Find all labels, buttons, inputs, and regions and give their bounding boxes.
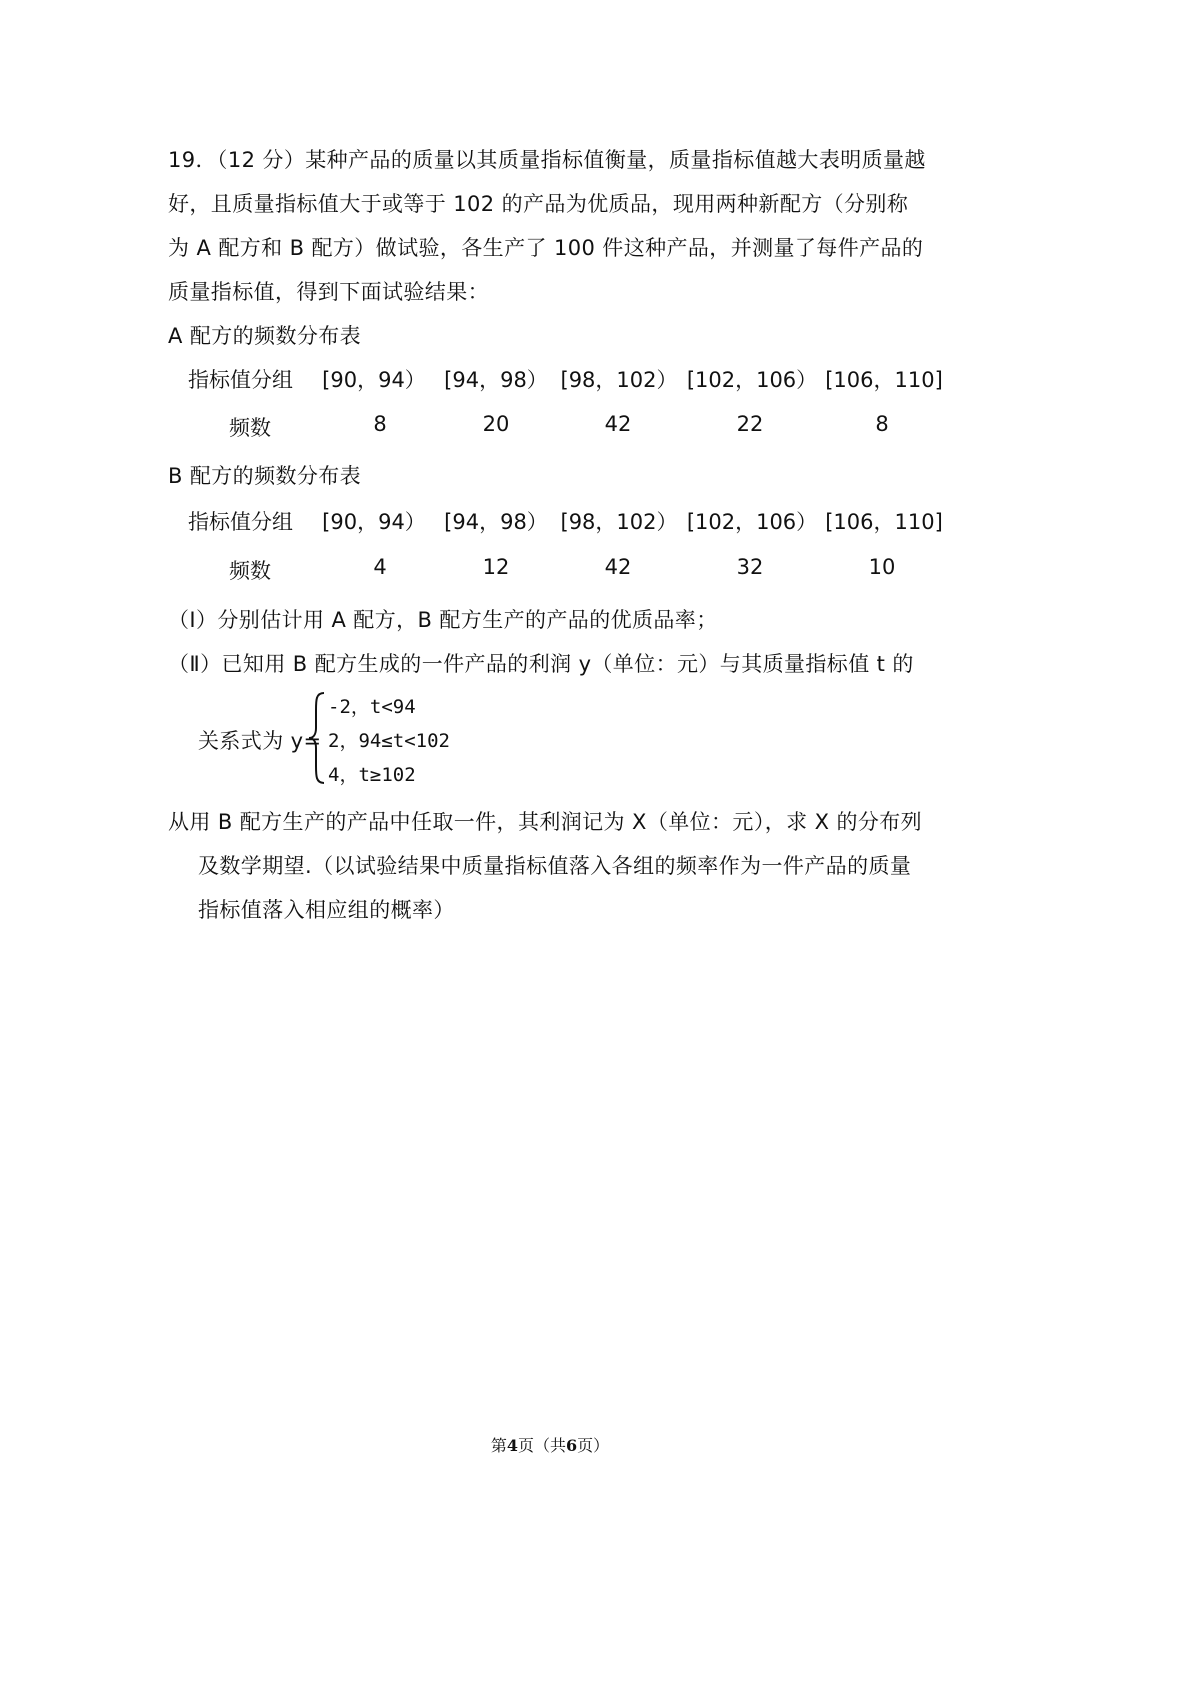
question-line-2: 好，且质量指标值大于或等于 102 的产品为优质品，现用两种新配方（分别称	[168, 192, 909, 216]
table-a-freq-label: 频数	[229, 416, 271, 440]
table-b-freq-1: 4	[373, 555, 387, 579]
table-a-header-row	[0, 364, 1200, 396]
table-b-freq-4: 32	[736, 555, 764, 579]
table-a-freq-row	[0, 412, 1200, 444]
page-footer	[0, 1433, 1100, 1456]
footer-middle: 页（共	[517, 1436, 566, 1455]
piecewise-case-3: 4，t≥102	[328, 764, 416, 786]
table-a-group-2: [94，98）	[444, 368, 548, 392]
table-a-group-5: [106，110]	[825, 368, 943, 392]
table-a-group-4: [102，106）	[686, 368, 818, 392]
piecewise-case-2: 2，94≤t<102	[328, 730, 450, 752]
table-b-freq-3: 42	[604, 555, 632, 579]
table-b-group-5: [106，110]	[825, 510, 943, 534]
table-b-group-3: [98，102）	[560, 510, 678, 534]
table-a-group-3: [98，102）	[560, 368, 678, 392]
part-2-line-1: （Ⅱ）已知用 B 配方生成的一件产品的利润 y（单位：元）与其质量指标值 t 的	[168, 652, 914, 676]
table-b-header-row	[0, 506, 1200, 538]
table-a-group-1: [90，94）	[322, 368, 426, 392]
piecewise-case-1: -2，t<94	[328, 696, 416, 718]
table-b-group-1: [90，94）	[322, 510, 426, 534]
table-a-freq-1: 8	[373, 412, 387, 436]
table-b-group-4: [102，106）	[686, 510, 818, 534]
table-b-group-2: [94，98）	[444, 510, 548, 534]
table-b-freq-5: 10	[868, 555, 896, 579]
part-1-text: （Ⅰ）分别估计用 A 配方，B 配方生产的产品的优质品率；	[168, 608, 718, 632]
final-line-3: 指标值落入相应组的概率）	[198, 898, 455, 922]
table-b-freq-2: 12	[482, 555, 510, 579]
question-line-1: 19．（12 分）某种产品的质量以其质量指标值衡量，质量指标值越大表明质量越	[168, 148, 926, 172]
footer-total-pages: 6	[566, 1436, 578, 1455]
table-b-freq-row	[0, 555, 1200, 587]
question-line-3: 为 A 配方和 B 配方）做试验，各生产了 100 件这种产品，并测量了每件产品的	[168, 236, 924, 260]
question-line-4: 质量指标值，得到下面试验结果：	[168, 280, 489, 304]
table-a-header-label: 指标值分组	[188, 368, 293, 392]
left-brace-icon	[306, 690, 328, 786]
table-b-title: B 配方的频数分布表	[168, 464, 362, 488]
footer-prefix: 第	[490, 1436, 507, 1455]
footer-suffix: 页）	[577, 1436, 610, 1455]
table-a-freq-3: 42	[604, 412, 632, 436]
final-line-1: 从用 B 配方生产的产品中任取一件，其利润记为 X（单位：元），求 X 的分布列	[168, 810, 923, 834]
table-a-freq-5: 8	[875, 412, 889, 436]
table-b-header-label: 指标值分组	[188, 510, 293, 534]
table-a-freq-4: 22	[736, 412, 764, 436]
table-b-freq-label: 频数	[229, 559, 271, 583]
table-a-title: A 配方的频数分布表	[168, 324, 362, 348]
relation-prefix: 关系式为 y=	[198, 729, 322, 753]
footer-page-number: 4	[506, 1436, 518, 1455]
table-a-freq-2: 20	[482, 412, 510, 436]
final-line-2: 及数学期望.（以试验结果中质量指标值落入各组的频率作为一件产品的质量	[198, 854, 912, 878]
